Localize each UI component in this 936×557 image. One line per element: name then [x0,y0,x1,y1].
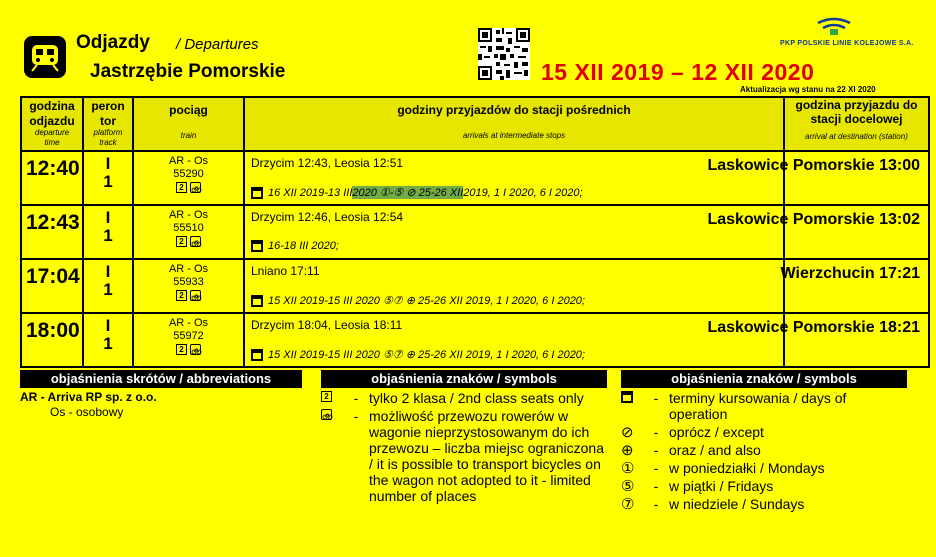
destination: Laskowice Pomorskie 18:21 [707,319,920,336]
train-carrier: AR - Os [168,263,209,275]
train-carrier: AR - Os [168,317,209,329]
symbol-item: ⊕ - oraz / and also [621,442,761,459]
train-logo-icon [24,36,66,78]
second-class-icon: 2 [176,344,187,355]
days-of-operation: 15 XII 2019-15 III 2020 ⑤⑦ ⊕ 25-26 XII 2019, 1 I 2020, 6 I 2020; [251,294,585,307]
departure-time: 18:00 [21,313,83,367]
intermediate-stops-cell [244,313,784,367]
destination-cell [780,259,929,313]
departures-table [20,96,930,368]
calendar-icon [251,295,263,307]
symbol-item: 2 - tylko 2 klasa / 2nd class seats only [321,390,607,406]
symbol-item: ⑦ - w niedziele / Sundays [621,496,805,513]
destination-cell [707,151,929,205]
page-title: Odjazdy [76,32,150,53]
train-number: 55933 [173,276,204,288]
update-note: Aktualizacja wg stanu na 22 XI 2020 [740,85,876,94]
abbreviation-item: Os - osobowy [50,405,124,419]
bicycle-icon [190,236,201,247]
destination: Wierzchucin 17:21 [780,265,920,282]
column-header-train: pociąg train [133,97,244,151]
symbol-item: - terminy kursowania / days of operation [621,390,907,422]
second-class-icon: 2 [321,391,332,402]
calendar-icon [251,187,263,199]
second-class-icon: 2 [176,236,187,247]
train-info [133,205,244,259]
platform-track: I 1 [83,259,133,313]
destination-cell [707,313,929,367]
intermediate-stops-cell [244,259,784,313]
page-title-en: / Departures [176,36,259,53]
calendar-icon [621,391,633,403]
train-info [133,313,244,367]
departure-time: 17:04 [21,259,83,313]
symbol-item: - możliwość przewozu rowerów w wagonie nieprzystosowanym do ich przewozu – liczba miejsc ograniczona / it is possible to transport bicycles on the wagon not adopted to it - limited number of places [321,408,607,504]
column-header-time: godzina odjazdu departure time [21,97,83,151]
abbreviation-item: AR - Arriva RP sp. z o.o. [20,390,157,404]
destination-cell [707,205,929,259]
column-header-destination: godzina przyjazdu do stacji docelowej arrival at destination (station) [784,97,929,151]
departure-time: 12:40 [21,151,83,205]
intermediate-stops-cell [244,151,784,205]
days-of-operation: 16-18 III 2020; [251,240,339,252]
symbols-legend-1 [321,370,607,504]
departure-row [21,313,929,367]
platform-track: I 1 [83,205,133,259]
plk-logo-icon [814,17,854,37]
days-of-operation: 15 XII 2019-15 III 2020 ⑤⑦ ⊕ 25-26 XII 2019, 1 I 2020, 6 I 2020; [251,348,585,361]
symbol-item: ⊘ - oprócz / except [621,424,764,441]
header [0,0,936,96]
departure-row [21,259,929,313]
bicycle-icon [190,344,201,355]
intermediate-stops: Drzycim 12:43, Leosia 12:51 [251,156,404,170]
bicycle-icon [321,409,332,420]
legend-title: objaśnienia skrótów / abbreviations [20,370,302,388]
and-also-icon: ⊕ [621,442,634,459]
except-icon: ⊘ [621,424,634,441]
intermediate-stops: Lniano 17:11 [251,264,320,278]
legend-title: objaśnienia znaków / symbols [621,370,907,388]
train-number: 55510 [173,222,204,234]
legend-title: objaśnienia znaków / symbols [321,370,607,388]
bicycle-icon [190,182,201,193]
train-carrier: AR - Os [168,155,209,167]
calendar-icon [251,240,263,252]
days-of-operation: 16 XII 2019-13 III 2020 ①-⑤ ⊘ 25-26 XII 2019, 1 I 2020, 6 I 2020; [251,186,583,199]
destination: Laskowice Pomorskie 13:02 [707,211,920,228]
column-header-stops: godziny przyjazdów do stacji pośrednich arrivals at intermediate stops [244,97,784,151]
table-header-row [21,97,929,151]
second-class-icon: 2 [176,290,187,301]
station-name: Jastrzębie Pomorskie [90,61,286,82]
departure-time: 12:43 [21,205,83,259]
platform-track: I 1 [83,151,133,205]
second-class-icon: 2 [176,182,187,193]
destination: Laskowice Pomorskie 13:00 [707,157,920,174]
symbols-legend-2 [621,370,907,512]
friday-icon: ⑤ [621,478,635,495]
validity-period: 15 XII 2019 – 12 XII 2020 [541,59,815,85]
symbol-item: ⑤ - w piątki / Fridays [621,478,774,495]
operator-name: PKP POLSKIE LINIE KOLEJOWE S.A. [780,40,914,47]
sunday-icon: ⑦ [621,496,635,513]
monday-icon: ① [621,460,635,477]
column-header-track: peron tor platform track [83,97,133,151]
departure-row [21,151,929,205]
calendar-icon [251,349,263,361]
platform-track: I 1 [83,313,133,367]
symbol-item: ① - w poniedziałki / Mondays [621,460,825,477]
train-number: 55972 [173,330,204,342]
train-carrier: AR - Os [168,209,209,221]
intermediate-stops-cell [244,205,784,259]
train-info [133,151,244,205]
train-info [133,259,244,313]
abbreviations-legend [20,370,302,419]
bicycle-icon [190,290,201,301]
intermediate-stops: Drzycim 12:46, Leosia 12:54 [251,210,404,224]
train-number: 55290 [173,168,204,180]
departure-row [21,205,929,259]
qr-code-icon [478,28,530,80]
intermediate-stops: Drzycim 18:04, Leosia 18:11 [251,318,403,332]
